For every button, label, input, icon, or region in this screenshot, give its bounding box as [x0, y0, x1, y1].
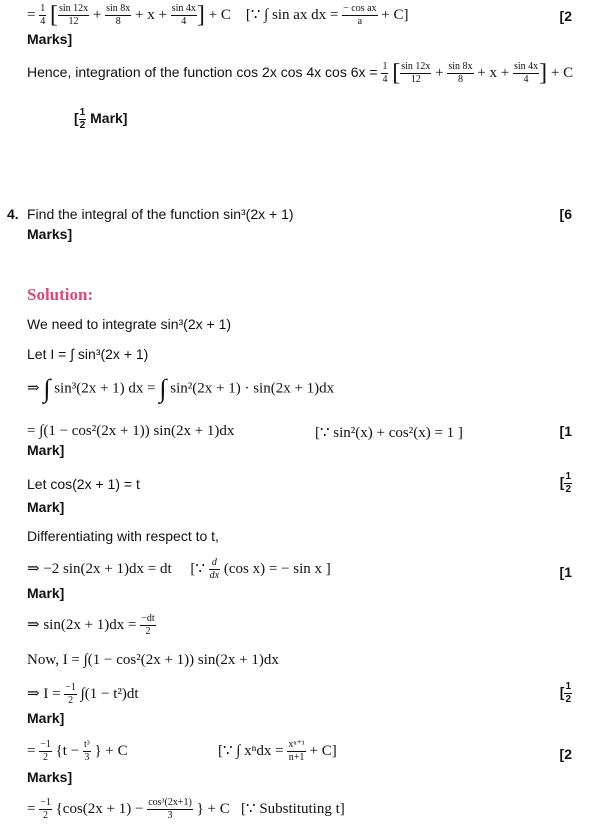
- solution-step: We need to integrate sin³(2x + 1): [27, 316, 232, 332]
- power-rule-hint: [∵ ∫ xⁿdx = $\frac{\text{xⁿ⁺¹}}{n+1}$ + C]: [218, 739, 337, 763]
- solution-step: Differentiating with respect to t,: [27, 528, 219, 544]
- half-mark-label: [ $\frac{1}{2}$: [559, 681, 571, 705]
- solution-step: ⇒ ∫ sin³(2x + 1) dx = ∫ sin²(2x + 1) · sin(2x + 1)dx: [27, 374, 335, 403]
- marks-label: [2: [559, 746, 572, 762]
- marks-label-tail: Mark]: [27, 442, 65, 458]
- solution-heading: Solution:: [27, 285, 94, 304]
- identity-hint: [∵ sin²(x) + cos²(x) = 1 ]: [315, 425, 463, 441]
- marks-label-tail: Marks]: [27, 226, 73, 242]
- solution-step: = $\frac{-1}{2}$ {t − $\frac{\text{t³}}{3}$ } + C: [27, 739, 128, 763]
- solution-step: Let I = ∫ sin³(2x + 1): [27, 346, 149, 362]
- half-mark-label: [ $\frac{1}{2}$ Mark]: [74, 107, 128, 131]
- solution-step: ⇒ sin(2x + 1)dx = $\frac{-dt}{2}$: [27, 613, 155, 637]
- question-number: 4.: [7, 206, 19, 222]
- marks-label: [2: [559, 8, 572, 24]
- solution-step: ⇒ I = $\frac{-1}{2}$ ∫(1 − t²)dt: [27, 682, 139, 706]
- solution-step: Now, I = ∫(1 − cos²(2x + 1)) sin(2x + 1)dx: [27, 652, 279, 668]
- marks-label-tail: Marks]: [27, 769, 73, 785]
- fraction: $\frac{1}{4}$: [40, 3, 46, 27]
- marks-label-tail: Marks]: [27, 31, 73, 47]
- marks-label-tail: Mark]: [27, 710, 65, 726]
- marks-label-tail: Mark]: [27, 585, 65, 601]
- result-line-1: = $\frac{1}{4}$ [ $\frac{\sin 12x}{12}$ + $\frac{\sin 8x}{8}$ + x + $\frac{\sin 4x}{4}$ ] + C [∵ ∫ sin ax dx = $\frac{\text{− cos ax}}{a}$ + C]: [27, 2, 409, 28]
- solution-step: = $\frac{-1}{2}$ {cos(2x + 1) − $\frac{\text{cos³(2x+1)}}{3}$ } + C [∵ Substituting t]: [27, 797, 345, 821]
- marks-label: [6: [559, 206, 572, 222]
- solution-step: Let cos(2x + 1) = t: [27, 476, 140, 492]
- half-mark-label: [ $\frac{1}{2}$: [559, 471, 571, 495]
- marks-label: [1: [559, 423, 572, 439]
- marks-label-tail: Mark]: [27, 499, 65, 515]
- question-text: Find the integral of the function sin³(2x + 1): [27, 206, 294, 222]
- solution-step: ⇒ −2 sin(2x + 1)dx = dt [∵ $\frac{d}{dx}$ (cos x) = − sin x ]: [27, 557, 331, 581]
- marks-label: [1: [559, 564, 572, 580]
- hence-line: Hence, integration of the function cos 2x cos 4x cos 6x = $\frac{1}{4}$ [ $\frac{\sin 12x}{12}$ + $\frac{\sin 8x}{8}$ + x + $\frac{\sin 4x}{4}$ ] + C: [27, 60, 574, 86]
- solution-step: = ∫(1 − cos²(2x + 1)) sin(2x + 1)dx: [27, 423, 235, 439]
